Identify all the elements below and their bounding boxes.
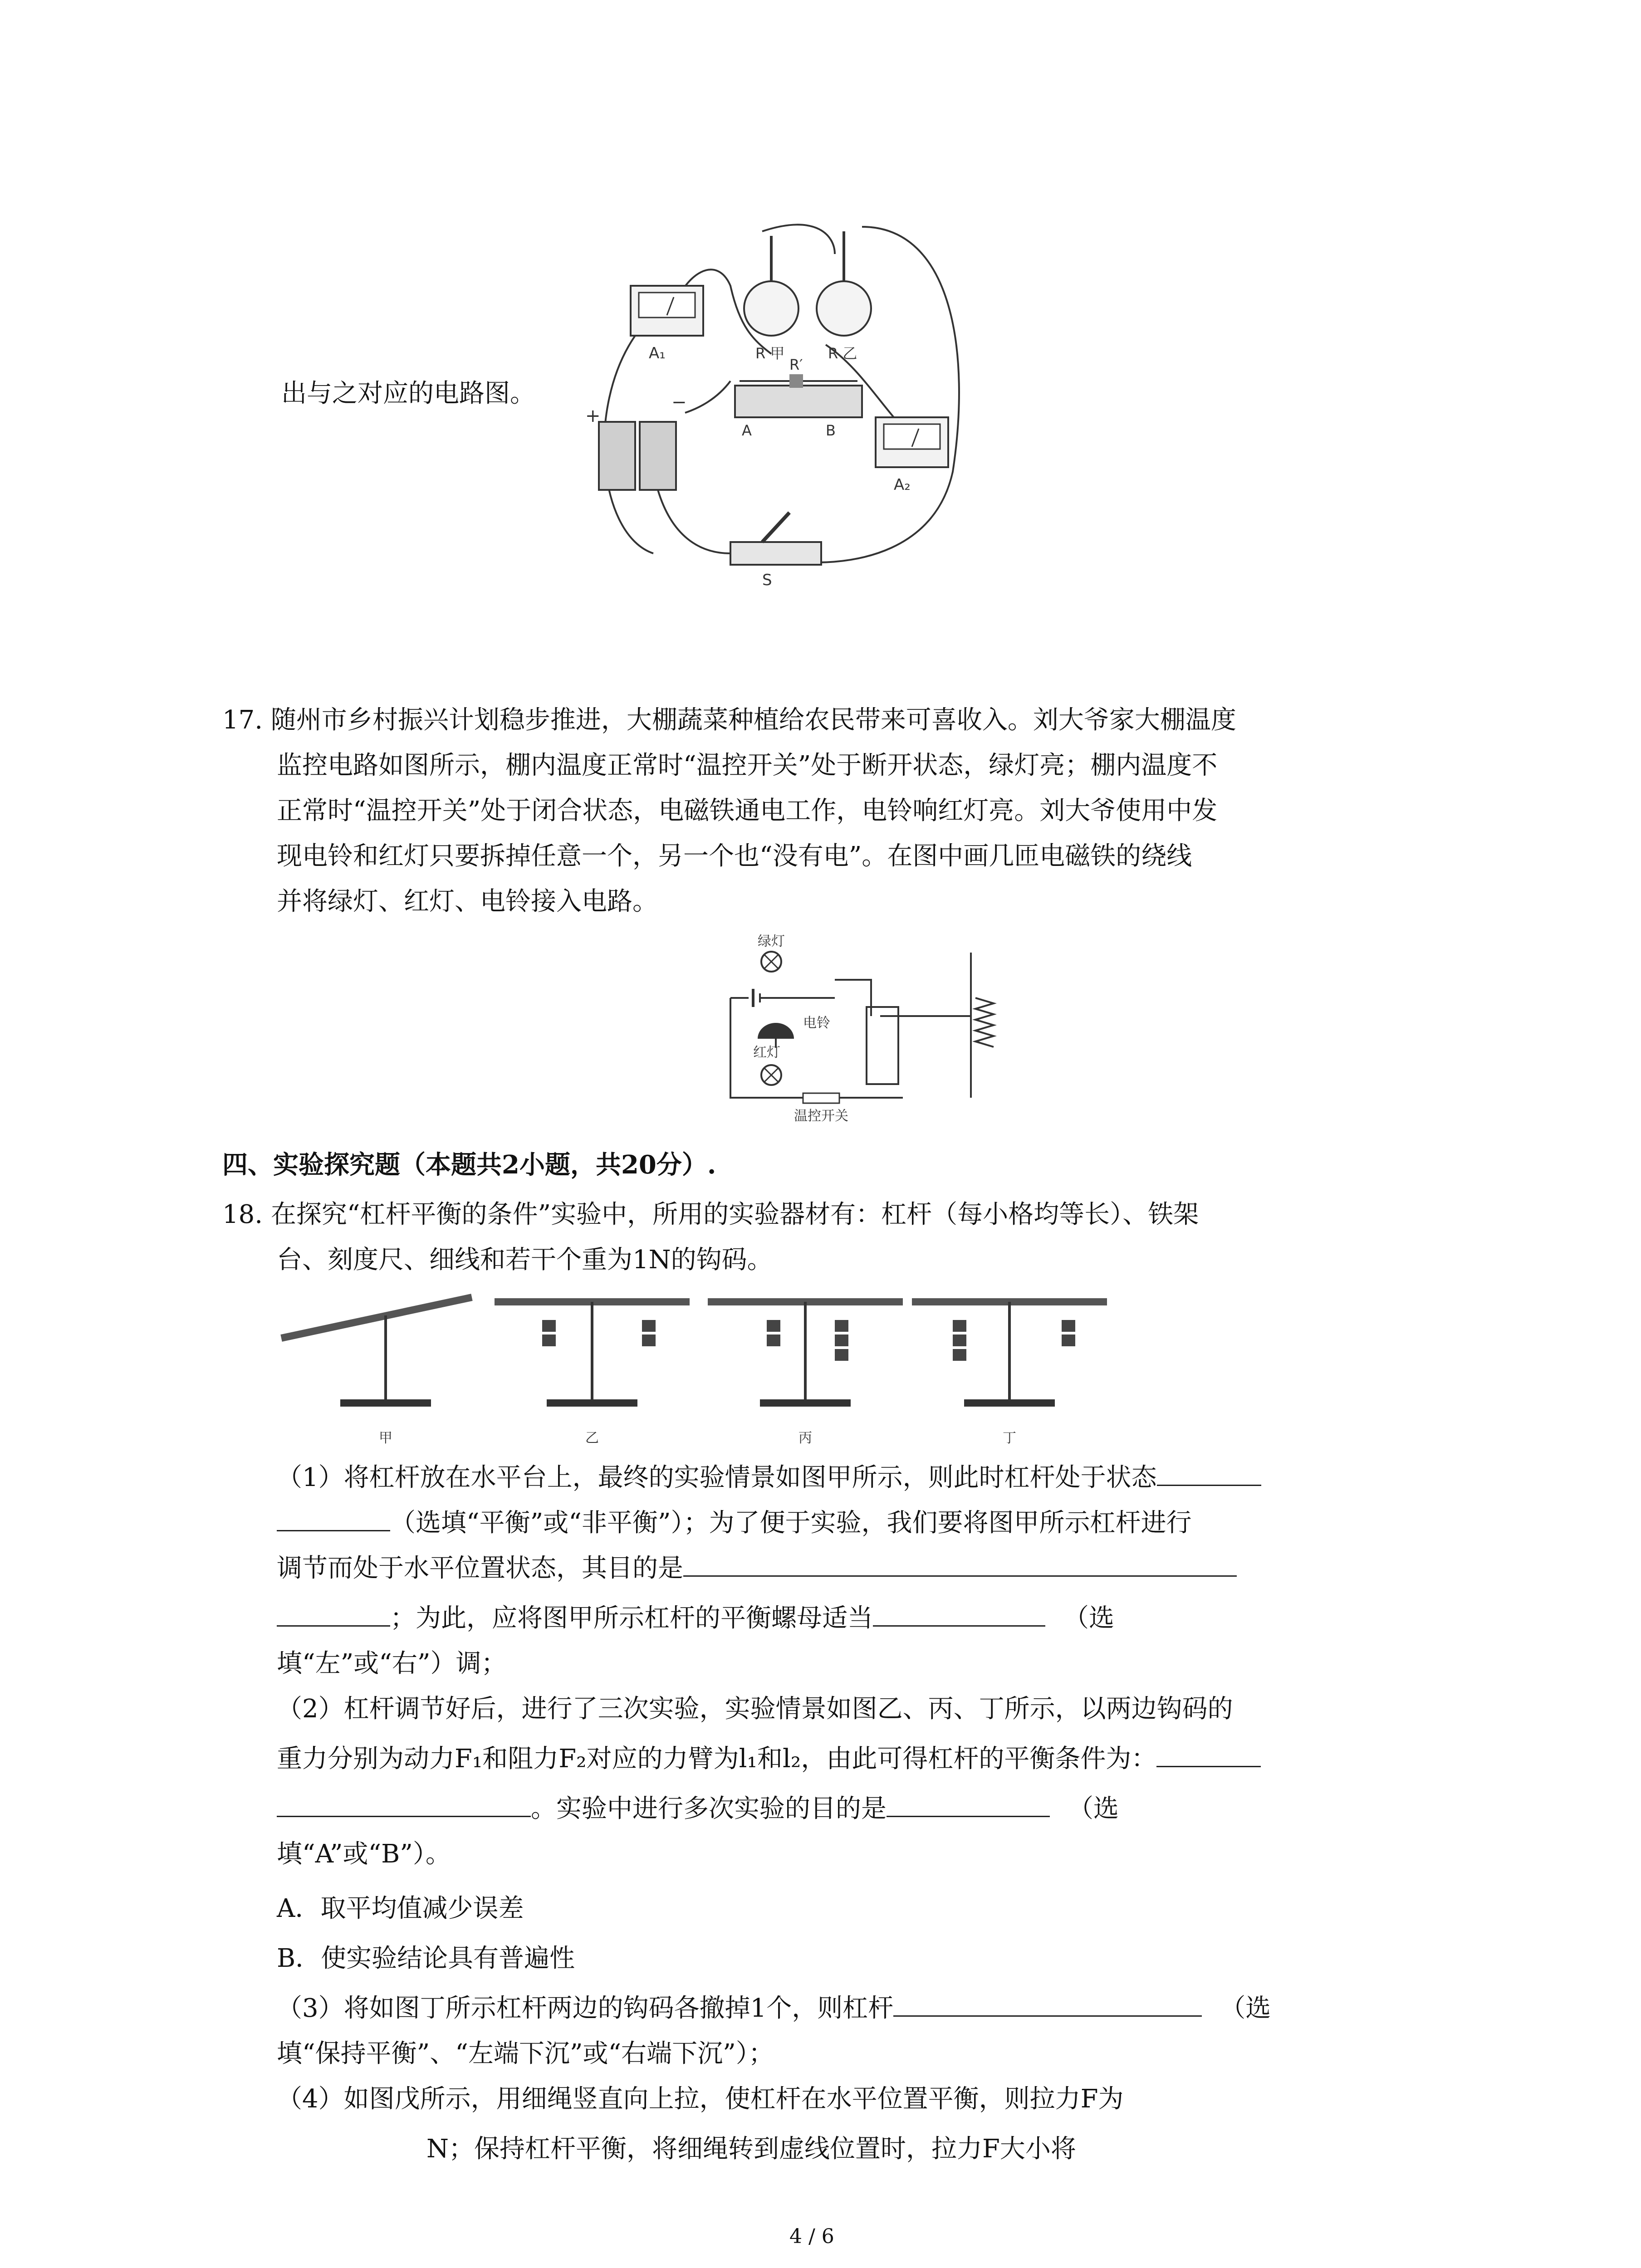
label-a1: A₁ <box>649 344 666 362</box>
label-bell: 电铃 <box>803 1015 830 1031</box>
electric-bell <box>758 1023 794 1048</box>
label-green-lamp: 绿灯 <box>758 934 785 949</box>
q18-p2-text-3a: 。实验中进行多次实验的目的是 <box>531 1794 887 1823</box>
q18-p1-line-2 <box>277 1501 1192 1545</box>
q18-p3-text-1b: （选 <box>1220 1994 1271 2023</box>
q18-p1-text-1: （1）将杠杆放在水平台上，最终的实验情景如图甲所示，则此时杠杆处于状态 <box>277 1463 1157 1492</box>
q17-line-1: 17. 随州市乡村振兴计划稳步推进，大棚蔬菜种植给农民带来可喜收入。刘大爷家大棚温度 <box>222 705 1236 735</box>
q18-option-b: B．使实验结论具有普遍性 <box>277 1944 575 1973</box>
label-fig-yi: 乙 <box>585 1430 599 1446</box>
answer-blank-2[interactable] <box>277 1503 390 1531</box>
lever-ding <box>912 1302 1107 1407</box>
q18-p1-line-5: 填“左”或“右”）调； <box>277 1649 507 1678</box>
page-number: 4 / 6 <box>789 2225 834 2248</box>
q18-p1-line-3 <box>277 1547 1237 1590</box>
label-r-yi: R 乙 <box>828 345 857 362</box>
q18-p1-text-2: （选填“平衡”或“非平衡”）；为了便于实验，我们要将图甲所示杠杆进行 <box>390 1508 1192 1538</box>
lever-yi <box>495 1302 690 1407</box>
label-red-lamp: 红灯 <box>753 1045 780 1061</box>
label-r-prime: R′ <box>789 356 803 373</box>
q18-p2-text-3b: （选 <box>1068 1794 1119 1823</box>
label-r-jia: R 甲 <box>755 345 785 362</box>
answer-blank-9[interactable] <box>893 1988 1202 2017</box>
rheostat <box>735 374 862 417</box>
q18-p3-line-2: 填“保持平衡”、“左端下沉”或“右端下沉”）； <box>277 2039 774 2068</box>
q18-p2-line-4: 填“A”或“B”）。 <box>277 1839 451 1869</box>
q18-p3-text-1a: （3）将如图丁所示杠杆两边的钩码各撤掉1个，则杠杆 <box>277 1994 894 2023</box>
green-lamp <box>761 952 781 972</box>
answer-blank-5[interactable] <box>873 1598 1045 1627</box>
label-plus: + <box>585 406 601 426</box>
label-s: S <box>762 571 772 589</box>
label-fig-ding: 丁 <box>1003 1430 1016 1446</box>
q18-intro-line-2: 台、刻度尺、细线和若干个重为1N的钩码。 <box>277 1245 773 1275</box>
q18-p4-line-2: N；保持杠杆平衡，将细绳转到虚线位置时，拉力F大小将 <box>426 2134 1076 2164</box>
lever-bing <box>708 1302 903 1407</box>
q16-tail-text: 出与之对应的电路图。 <box>281 379 535 408</box>
q18-p1-line-4 <box>277 1597 1114 1640</box>
electromagnet-core <box>867 1007 898 1084</box>
label-fig-bing: 丙 <box>798 1430 812 1446</box>
q18-p2-text-2: 重力分别为动力F₁和阻力F₂对应的力臂为l₁和l₂，由此可得杠杆的平衡条件为： <box>277 1744 1157 1774</box>
label-minus: − <box>671 392 687 413</box>
wire-battery-switch <box>658 490 730 553</box>
ammeter-a2 <box>876 417 948 467</box>
q18-lever-figures <box>272 1288 1134 1461</box>
answer-blank-3[interactable] <box>683 1548 1237 1577</box>
q18-p2-line-1: （2）杠杆调节好后，进行了三次实验，实验情景如图乙、丙、丁所示，以两边钩码的 <box>277 1694 1233 1724</box>
q17-line-5: 并将绿灯、红灯、电铃接入电路。 <box>277 887 658 916</box>
label-terminal-a: A <box>742 422 752 439</box>
label-temp-switch: 温控开关 <box>794 1108 848 1124</box>
q16-circuit-figure <box>581 218 980 590</box>
answer-blank-6[interactable] <box>1156 1739 1261 1767</box>
q18-p1-text-4a: ；为此，应将图甲所示杠杆的平衡螺母适当 <box>390 1603 873 1633</box>
battery <box>599 422 676 490</box>
wire-top-1 <box>762 225 835 254</box>
q18-p1-text-3: 调节而处于水平位置状态，其目的是 <box>277 1554 683 1583</box>
q18-p2-line-2 <box>277 1737 1261 1781</box>
spring <box>975 998 994 1047</box>
q17-line-2: 监控电路如图所示，棚内温度正常时“温控开关”处于断开状态，绿灯亮；棚内温度不 <box>277 751 1218 780</box>
q17-line-3: 正常时“温控开关”处于闭合状态，电磁铁通电工作，电铃响红灯亮。刘大爷使用中发 <box>277 796 1218 826</box>
q18-p3-line-1 <box>277 1987 1271 2030</box>
wire-rheostat-battery <box>685 381 730 413</box>
q17-circuit-figure <box>721 934 1003 1134</box>
red-lamp <box>761 1065 781 1085</box>
switch-s <box>730 513 821 565</box>
answer-blank-7[interactable] <box>277 1789 531 1817</box>
temperature-switch <box>803 1093 839 1103</box>
answer-blank-4[interactable] <box>277 1598 390 1627</box>
q18-p4-line-1: （4）如图戊所示，用细绳竖直向上拉，使杠杆在水平位置平衡，则拉力F为 <box>277 2084 1124 2114</box>
resistor-r-yi-flask <box>817 231 871 336</box>
label-a2: A₂ <box>894 476 911 494</box>
q18-p2-line-3 <box>277 1787 1119 1831</box>
q18-intro-line-1: 18. 在探究“杠杆平衡的条件”实验中，所用的实验器材有：杠杆（每小格均等长）、铁架 <box>222 1200 1199 1229</box>
q18-p1-line-1 <box>277 1456 1261 1500</box>
section-4-title: 四、实验探究题（本题共2小题，共20分）. <box>222 1150 716 1180</box>
answer-blank-8[interactable] <box>887 1789 1050 1817</box>
q18-p1-text-4b: （选 <box>1063 1603 1114 1633</box>
label-fig-jia: 甲 <box>379 1430 392 1446</box>
lever-jia <box>281 1297 472 1407</box>
answer-blank-1[interactable] <box>1157 1457 1261 1486</box>
q17-line-4: 现电铃和红灯只要拆掉任意一个，另一个也“没有电”。在图中画几匝电磁铁的绕线 <box>277 841 1192 871</box>
ammeter-a1 <box>631 286 703 336</box>
resistor-r-jia-flask <box>744 236 798 336</box>
label-terminal-b: B <box>826 422 836 439</box>
q18-option-a: A．取平均值减少误差 <box>277 1894 524 1923</box>
